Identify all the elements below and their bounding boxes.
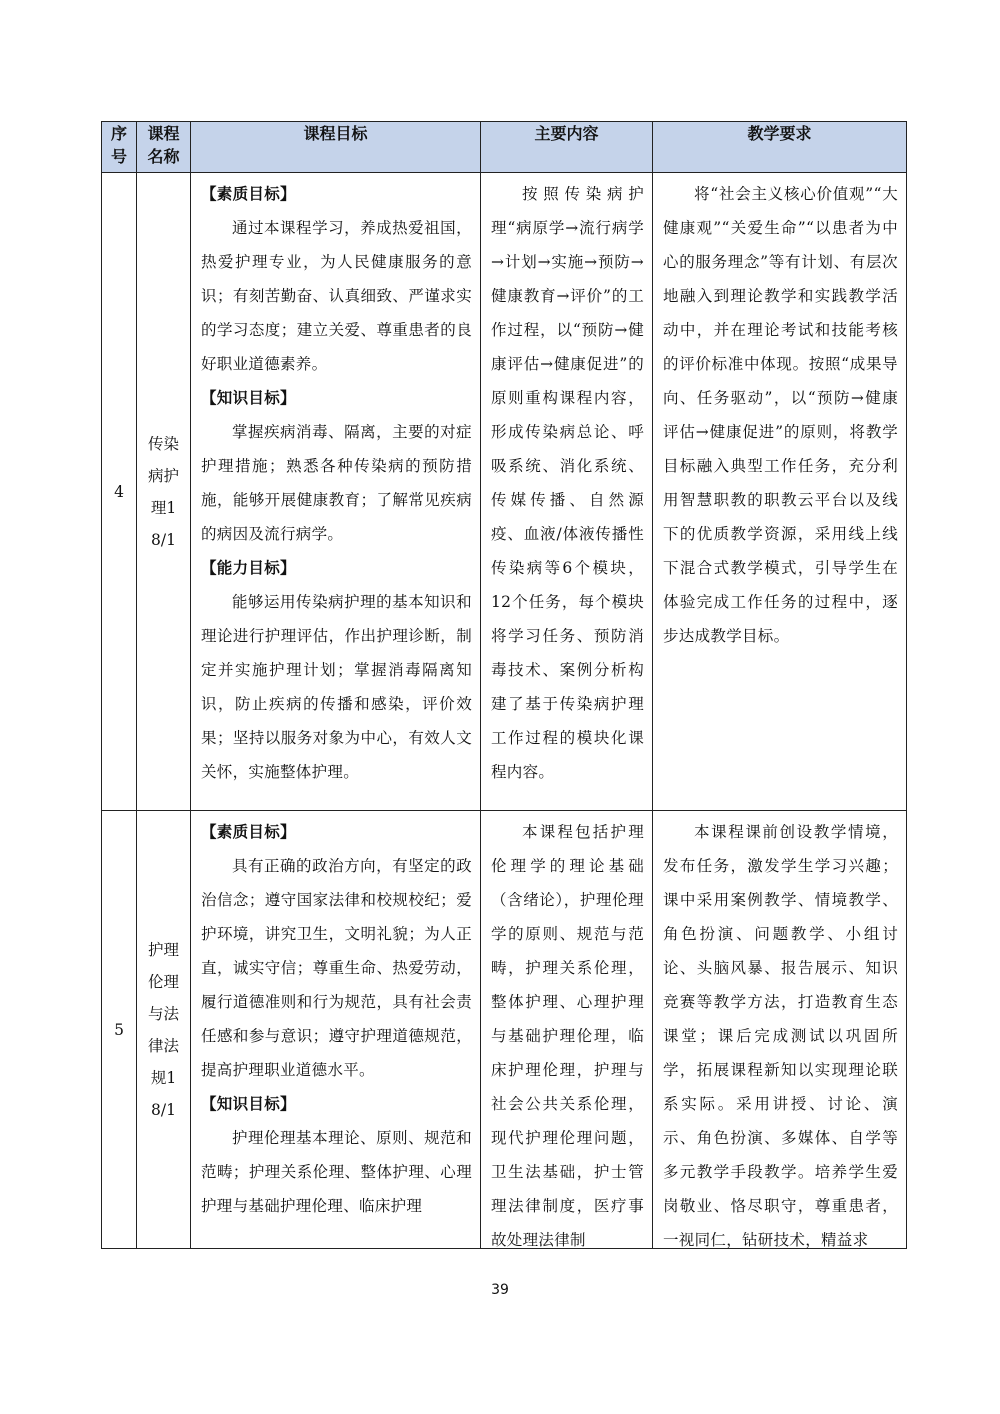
header-requirements: 教学要求: [653, 122, 907, 173]
main-content: 按照传染病护理“病原学→流行病学→计划→实施→预防→健康教育→评价”的工作过程，以“预防→健康评估→健康促进”的原则重构课程内容，形成传染病总论、呼吸系统、消化系统、传媒传播、自然源疫、血液/体液传播性传染病等6个模块，12个任务，每个模块将学习任务、预防消毒技术、案例分析构建了基于传染病护理工作过程的模块化课程内容。: [481, 173, 653, 811]
header-goals: 课程目标: [191, 122, 481, 173]
teaching-requirements: 将“社会主义核心价值观”“大健康观”“关爱生命”“以患者为中心的服务理念”等有计划、有层次地融入到理论教学和实践教学活动中，并在理论考试和技能考核的评价标准中体现。按照“成果导向、任务驱动”，以“预防→健康评估→健康促进”的原则，将教学目标融入典型工作任务，充分利用智慧职教的职教云平台以及线下的优质教学资源，采用线上线下混合式教学模式，引导学生在体验完成工作任务的过程中，逐步达成教学目标。: [653, 173, 907, 811]
course-name: 传染病护理18/1: [137, 173, 191, 811]
ability-goal-title: 【能力目标】: [201, 558, 296, 577]
teaching-requirements: 本课程课前创设教学情境，发布任务，激发学生学习兴趣；课中采用案例教学、情境教学、角色扮演、问题教学、小组讨论、头脑风暴、报告展示、知识竞赛等教学方法，打造教育生态课堂；课后完成测试以巩固所学，拓展课程新知以实现理论联系实际。采用讲授、讨论、演示、角色扮演、多媒体、自学等多元教学手段教学。培养学生爱岗敬业、恪尽职守，尊重患者，一视同仁，钻研技术，精益求: [653, 811, 907, 1249]
quality-goal-text: 通过本课程学习，养成热爱祖国，热爱护理专业，为人民健康服务的意识；有刻苦勤奋、认真细致、严谨求实的学习态度；建立关爱、尊重患者的良好职业道德素养。: [201, 219, 472, 373]
header-row: [102, 122, 907, 173]
knowledge-goal-title: 【知识目标】: [201, 388, 296, 407]
knowledge-goal-title: 【知识目标】: [201, 1094, 296, 1113]
course-table: [101, 121, 907, 1249]
header-no: 序号: [102, 122, 137, 173]
header-name: 课程名称: [137, 122, 191, 173]
main-content: 本课程包括护理伦理学的理论基础（含绪论），护理伦理学的原则、规范与范畴，护理关系伦理，整体护理、心理护理与基础护理伦理，临床护理伦理，护理与社会公共关系伦理，现代护理伦理问题，卫生法基础，护士管理法律制度，医疗事故处理法律制: [481, 811, 653, 1249]
quality-goal-title: 【素质目标】: [201, 822, 296, 841]
knowledge-goal-text: 掌握疾病消毒、隔离，主要的对症护理措施；熟悉各种传染病的预防措施，能够开展健康教育；了解常见疾病的病因及流行病学。: [201, 423, 472, 543]
ability-goal-text: 能够运用传染病护理的基本知识和理论进行护理评估，作出护理诊断，制定并实施护理计划；掌握消毒隔离知识，防止疾病的传播和感染，评价效果；坚持以服务对象为中心，有效人文关怀，实施整体护理。: [201, 593, 472, 781]
quality-goal-text: 具有正确的政治方向，有坚定的政治信念；遵守国家法律和校规校纪；爱护环境，讲究卫生，文明礼貌；为人正直，诚实守信；尊重生命、热爱劳动，履行道德准则和行为规范，具有社会责任感和参与意识；遵守护理道德规范，提高护理职业道德水平。: [201, 857, 472, 1079]
header-content: 主要内容: [481, 122, 653, 173]
table-row: [102, 811, 907, 1249]
course-name: 护理伦理与法律法规18/1: [137, 811, 191, 1249]
row-number: 4: [102, 173, 137, 811]
knowledge-goal-text: 护理伦理基本理论、原则、规范和范畴；护理关系伦理、整体护理、心理护理与基础护理伦理、临床护理: [201, 1129, 472, 1215]
page-number: 39: [491, 1282, 509, 1298]
quality-goal-title: 【素质目标】: [201, 184, 296, 203]
course-goals: [191, 173, 481, 811]
course-goals: [191, 811, 481, 1249]
row-number: 5: [102, 811, 137, 1249]
table-row: [102, 173, 907, 811]
